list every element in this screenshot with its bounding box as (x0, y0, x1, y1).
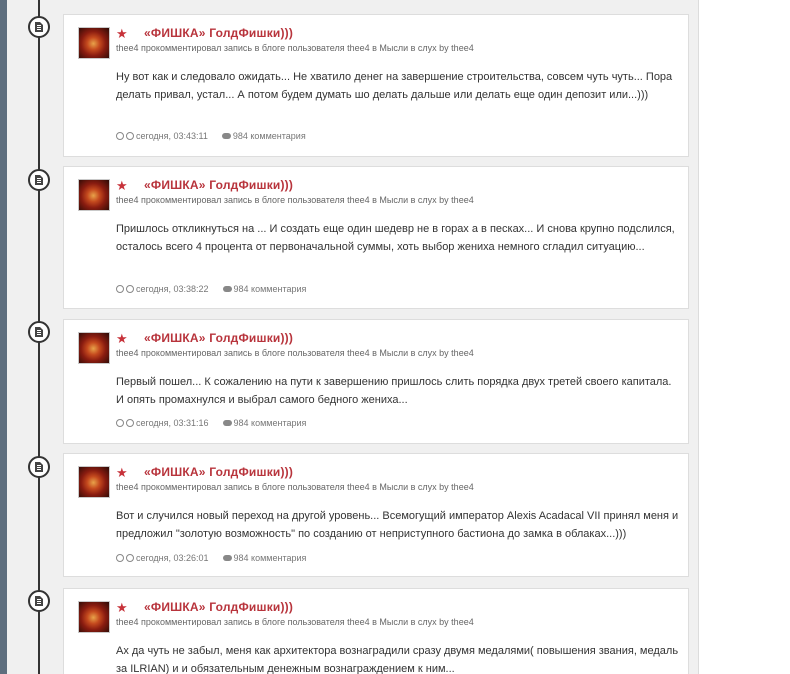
author-link[interactable]: «ФИШКА» ГолдФишки))) (144, 331, 294, 345)
timestamp: сегодня, 03:31:16 (136, 418, 209, 428)
comment-text: Ну вот как и следовало ожидать... Не хватило денег на завершение строительства, совсем чуть чуть... Пора делать привал, устал... А потом будем думать шо делать дальше или делать еще один депозит или...))) (116, 71, 673, 101)
avatar[interactable] (78, 601, 110, 633)
comment-count[interactable]: 984 комментария (232, 131, 306, 141)
author-link[interactable]: «ФИШКА» ГолдФишки))) (144, 600, 294, 614)
activity-description: thee4 прокомментировал запись в блоге пользователя thee4 в Мысли в слух by thee4 (116, 195, 474, 205)
comment-text: Пришлось откликнуться на ... И создать еще один шедевр не в горах а в песках... И снова крупно подслился, осталось всего 4 процента от первоначальной суммы, хоть выбор жениха немного сгладил ситуацию... (116, 223, 675, 253)
clock-icon (126, 554, 134, 562)
author-link[interactable]: «ФИШКА» ГолдФишки))) (144, 465, 294, 479)
entry-meta (116, 131, 306, 141)
comment-text: Вот и случился новый переход на другой уровень... Всемогущий император Alexis Acadacal VII принял меня и предложил "золотую возможность" по созданию от неприступного бастиона до замка в облаках...))) (116, 510, 679, 540)
comment-bubble-icon (223, 286, 232, 292)
avatar[interactable] (78, 27, 110, 59)
comment-bubble-icon (222, 133, 231, 139)
timeline-document-icon (28, 590, 50, 612)
clock-icon (116, 419, 124, 427)
entry-meta (116, 418, 306, 428)
star-icon: ★ (116, 26, 128, 41)
entry-meta (116, 553, 306, 563)
comment-count[interactable]: 984 комментария (233, 553, 307, 563)
activity-description: thee4 прокомментировал запись в блоге пользователя thee4 в Мысли в слух by thee4 (116, 348, 474, 358)
avatar[interactable] (78, 466, 110, 498)
clock-icon (126, 285, 134, 293)
timestamp: сегодня, 03:43:11 (136, 131, 208, 141)
clock-icon (116, 285, 124, 293)
timeline-document-icon (28, 456, 50, 478)
comment-text: Первый пошел... К сожалению на пути к завершению пришлось слить порядка двух третей своего капитала. И опять промахнулся и выбрал самого бедного жениха... (116, 376, 672, 406)
star-icon: ★ (116, 465, 128, 480)
timeline-document-icon (28, 16, 50, 38)
star-icon: ★ (116, 600, 128, 615)
avatar[interactable] (78, 179, 110, 211)
timestamp: сегодня, 03:38:22 (136, 284, 209, 294)
activity-description: thee4 прокомментировал запись в блоге пользователя thee4 в Мысли в слух by thee4 (116, 617, 474, 627)
clock-icon (116, 554, 124, 562)
clock-icon (116, 132, 124, 140)
entry-card (63, 14, 689, 157)
comment-count[interactable]: 984 комментария (233, 284, 307, 294)
activity-description: thee4 прокомментировал запись в блоге пользователя thee4 в Мысли в слух by thee4 (116, 482, 474, 492)
comment-text: Ах да чуть не забыл, меня как архитектора вознаградили сразу двумя медалями( повышения звания, медаль за ILRIAN) и и обязательным денежным вознаграждением к ним... (116, 645, 679, 674)
star-icon: ★ (116, 178, 128, 193)
activity-description: thee4 прокомментировал запись в блоге пользователя thee4 в Мысли в слух by thee4 (116, 43, 474, 53)
avatar[interactable] (78, 332, 110, 364)
timeline-document-icon (28, 321, 50, 343)
comment-bubble-icon (223, 420, 232, 426)
comment-bubble-icon (223, 555, 232, 561)
author-link[interactable]: «ФИШКА» ГолдФишки))) (144, 178, 294, 192)
clock-icon (126, 419, 134, 427)
star-icon: ★ (116, 331, 128, 346)
timeline-document-icon (28, 169, 50, 191)
comment-count[interactable]: 984 комментария (233, 418, 307, 428)
clock-icon (126, 132, 134, 140)
entry-card (63, 166, 689, 309)
entry-card (63, 588, 689, 674)
entry-card (63, 453, 689, 577)
author-link[interactable]: «ФИШКА» ГолдФишки))) (144, 26, 294, 40)
window-left-edge (0, 0, 7, 674)
timestamp: сегодня, 03:26:01 (136, 553, 209, 563)
entry-meta (116, 284, 306, 294)
entry-card (63, 319, 689, 444)
